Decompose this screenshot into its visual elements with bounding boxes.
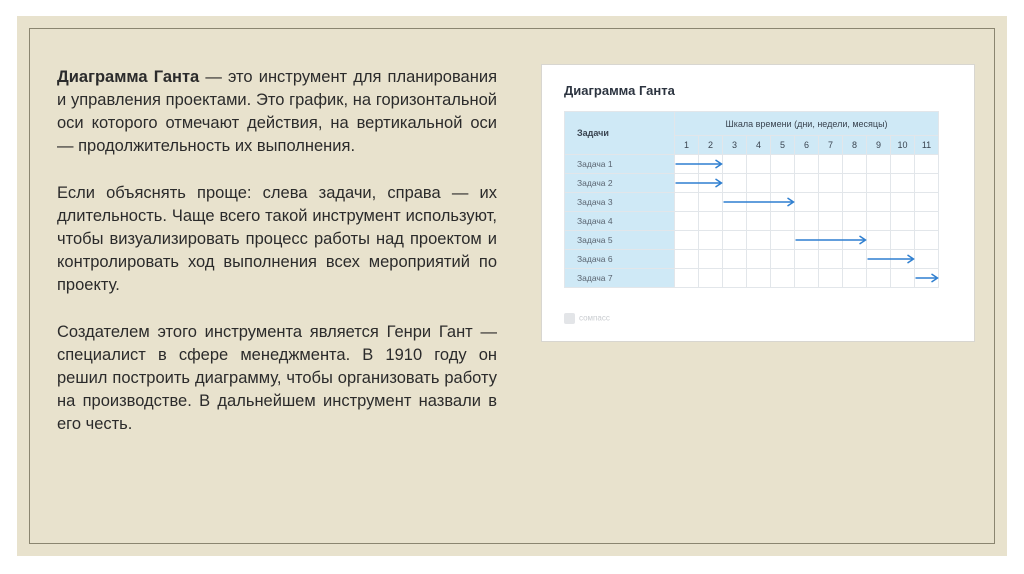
grid-cell <box>675 174 699 193</box>
grid-cell <box>843 250 867 269</box>
text-block <box>57 66 497 460</box>
grid-cell <box>819 193 843 212</box>
grid-cell <box>867 269 891 288</box>
grid-cell <box>795 269 819 288</box>
grid-cell <box>843 212 867 231</box>
term-bold: Диаграмма Ганта <box>57 68 200 86</box>
grid-cell <box>891 155 915 174</box>
grid-cell <box>891 231 915 250</box>
grid-cell <box>867 231 891 250</box>
grid-cell <box>915 193 939 212</box>
task-label: Задача 7 <box>565 269 675 288</box>
grid-cell <box>675 212 699 231</box>
grid-cell <box>795 193 819 212</box>
grid-cell <box>843 174 867 193</box>
grid-cell <box>723 174 747 193</box>
grid-cell <box>723 231 747 250</box>
paragraph-explanation <box>57 182 497 297</box>
grid-cell <box>891 212 915 231</box>
period-label: 1 <box>675 136 699 155</box>
grid-cell <box>915 250 939 269</box>
period-label: 4 <box>747 136 771 155</box>
grid-cell <box>699 231 723 250</box>
grid-cell <box>867 174 891 193</box>
grid-cell <box>699 212 723 231</box>
grid-cell <box>747 212 771 231</box>
grid-cell <box>867 212 891 231</box>
task-label: Задача 4 <box>565 212 675 231</box>
grid-cell <box>795 174 819 193</box>
task-label: Задача 6 <box>565 250 675 269</box>
slide <box>17 16 1007 556</box>
grid-cell <box>747 231 771 250</box>
grid-cell <box>891 193 915 212</box>
grid-cell <box>771 231 795 250</box>
grid-cell <box>771 155 795 174</box>
gantt-table <box>564 111 939 288</box>
grid-cell <box>819 212 843 231</box>
period-label: 9 <box>867 136 891 155</box>
watermark <box>564 313 610 324</box>
grid-cell <box>723 212 747 231</box>
grid-cell <box>747 193 771 212</box>
grid-cell <box>819 155 843 174</box>
grid-cell <box>771 250 795 269</box>
paragraph-text: Создателем этого инструмента является Генри Гант — специалист в сфере менеджмента. В 1910 году он решил построить диаграмму, чтобы организовать работу на производстве. В дальнейшем инструмент назвали в его честь. <box>57 323 497 433</box>
grid-cell <box>843 269 867 288</box>
task-label: Задача 2 <box>565 174 675 193</box>
paragraph-history <box>57 321 497 436</box>
task-row <box>565 212 939 231</box>
grid-cell <box>795 250 819 269</box>
compass-logo-icon <box>564 313 575 324</box>
grid-cell <box>675 231 699 250</box>
paragraph-text: Если объяснять проще: слева задачи, справа — их длительность. Чаще всего такой инструмент используют, чтобы визуализировать процесс работы над проектом и контролировать ход выполнения всех мероприятий по проекту. <box>57 184 497 294</box>
grid-cell <box>699 174 723 193</box>
grid-cell <box>723 155 747 174</box>
period-label: 6 <box>795 136 819 155</box>
period-label: 3 <box>723 136 747 155</box>
grid-cell <box>795 231 819 250</box>
grid-cell <box>915 212 939 231</box>
task-row <box>565 231 939 250</box>
grid-cell <box>795 212 819 231</box>
grid-cell <box>819 250 843 269</box>
grid-cell <box>771 269 795 288</box>
grid-cell <box>843 155 867 174</box>
grid-cell <box>675 269 699 288</box>
tasks-header: Задачи <box>565 112 675 155</box>
task-row <box>565 174 939 193</box>
grid-cell <box>747 155 771 174</box>
grid-cell <box>771 193 795 212</box>
grid-cell <box>699 269 723 288</box>
grid-cell <box>723 193 747 212</box>
grid-cell <box>747 250 771 269</box>
period-label: 8 <box>843 136 867 155</box>
grid-cell <box>843 193 867 212</box>
grid-cell <box>675 155 699 174</box>
grid-cell <box>747 269 771 288</box>
grid-cell <box>819 269 843 288</box>
grid-cell <box>699 250 723 269</box>
task-row <box>565 269 939 288</box>
period-label: 2 <box>699 136 723 155</box>
grid-cell <box>819 174 843 193</box>
grid-cell <box>867 250 891 269</box>
grid-cell <box>915 231 939 250</box>
grid-cell <box>699 193 723 212</box>
grid-cell <box>771 212 795 231</box>
grid-cell <box>675 250 699 269</box>
grid-cell <box>819 231 843 250</box>
period-label: 5 <box>771 136 795 155</box>
paragraph-text: — это инструмент для планирования и управления проектами. Это график, на горизонтальной оси которого отмечают действия, на вертикальной оси — продолжительность их выполнения. <box>57 68 497 155</box>
grid-cell <box>747 174 771 193</box>
gantt-title: Диаграмма Ганта <box>564 83 675 98</box>
grid-cell <box>795 155 819 174</box>
grid-cell <box>843 231 867 250</box>
grid-cell <box>675 193 699 212</box>
grid-cell <box>891 174 915 193</box>
grid-cell <box>867 193 891 212</box>
grid-cell <box>891 250 915 269</box>
grid-cell <box>723 269 747 288</box>
grid-cell <box>891 269 915 288</box>
grid-cell <box>915 155 939 174</box>
grid-cell <box>771 174 795 193</box>
grid-cell <box>723 250 747 269</box>
task-row <box>565 193 939 212</box>
task-row <box>565 155 939 174</box>
grid-cell <box>915 174 939 193</box>
grid-cell <box>915 269 939 288</box>
task-row <box>565 250 939 269</box>
grid-cell <box>699 155 723 174</box>
period-label: 10 <box>891 136 915 155</box>
scale-header: Шкала времени (дни, недели, месяцы) <box>675 112 939 136</box>
task-label: Задача 3 <box>565 193 675 212</box>
task-label: Задача 5 <box>565 231 675 250</box>
period-label: 7 <box>819 136 843 155</box>
gantt-image <box>541 64 975 342</box>
grid-cell <box>867 155 891 174</box>
period-label: 11 <box>915 136 939 155</box>
watermark-text: сомпасс <box>579 313 610 323</box>
paragraph-definition <box>57 66 497 158</box>
task-label: Задача 1 <box>565 155 675 174</box>
